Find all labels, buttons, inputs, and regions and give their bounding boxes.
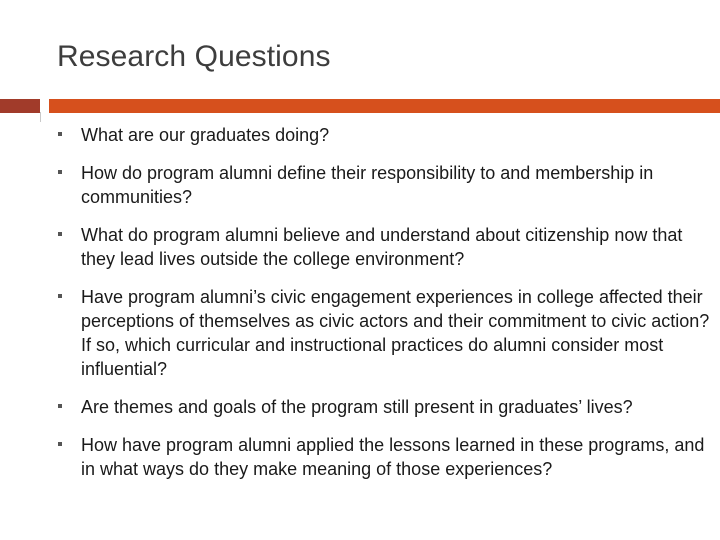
bullet-text: Have program alumni’s civic engagement experiences in college affected their perceptions of themselves as civic actors and their commitment to civic action? If so, which curricular and instructional practices do alumni consider most influential? (81, 287, 710, 379)
bullet-icon (58, 442, 62, 446)
title-accent-bar (49, 99, 720, 113)
bullet-icon (58, 294, 62, 298)
title-accent-bar-dark (0, 99, 40, 113)
bullet-icon (58, 170, 62, 174)
bullet-text: How have program alumni applied the lessons learned in these programs, and in what ways do they make meaning of those experiences? (81, 435, 705, 479)
research-questions-list (58, 123, 710, 495)
bullet-icon (58, 132, 62, 136)
bullet-icon (58, 404, 62, 408)
bullet-icon (58, 232, 62, 236)
bullet-text: Are themes and goals of the program still present in graduates’ lives? (81, 397, 633, 417)
list-item (58, 123, 710, 147)
bullet-text: What are our graduates doing? (81, 125, 330, 145)
list-item (58, 395, 710, 419)
accent-divider-line (40, 112, 41, 122)
list-item (58, 285, 710, 381)
slide-title: Research Questions (57, 40, 331, 73)
list-item (58, 223, 710, 271)
list-item (58, 433, 710, 481)
bullet-text: What do program alumni believe and understand about citizenship now that they lead lives outside the college environment? (81, 225, 683, 269)
list-item (58, 161, 710, 209)
bullet-text: How do program alumni define their responsibility to and membership in communities? (81, 163, 654, 207)
